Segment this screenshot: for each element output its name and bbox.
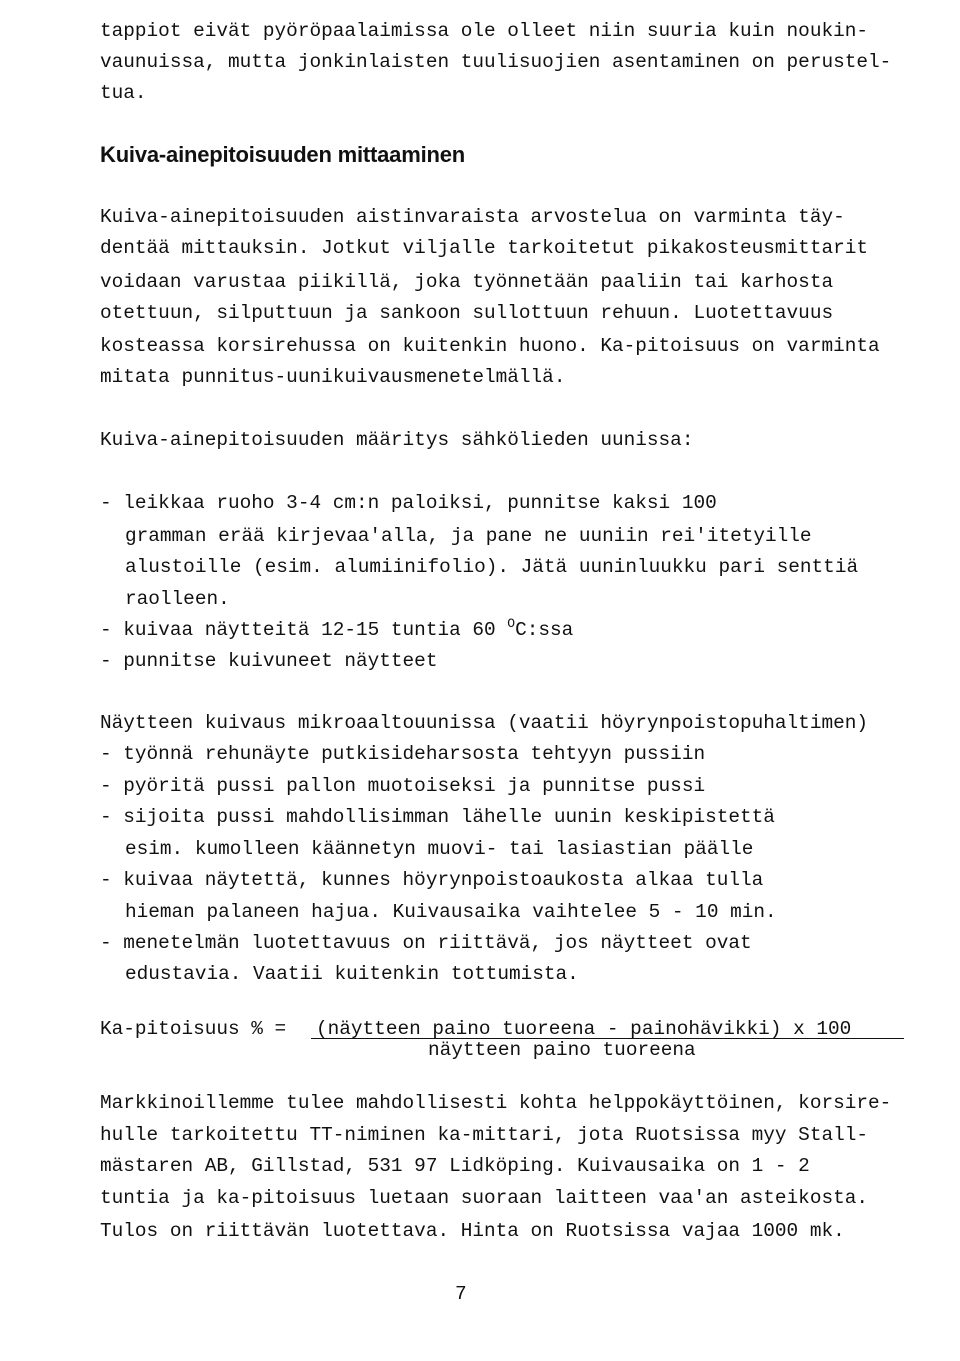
- microwave-line-7: - menetelmän luotettavuus on riittävä, jos näytteet ovat: [100, 932, 752, 954]
- oven-item-1-line-3: alustoille (esim. alumiinifolio). Jätä uuninluukku pari senttiä: [125, 556, 859, 578]
- market-line-2: hulle tarkoitettu TT-niminen ka-mittari, jota Ruotsissa myy Stall-: [100, 1124, 868, 1146]
- page-number: 7: [455, 1283, 467, 1305]
- para1-line-1: Kuiva-ainepitoisuuden aistinvaraista arvostelua on varminta täy-: [100, 206, 845, 228]
- oven-item-2-text: - kuivaa näytteitä 12-15 tuntia 60: [100, 619, 508, 641]
- oven-item-2-unit: C:ssa: [515, 619, 574, 641]
- microwave-line-6: hieman palaneen hajua. Kuivausaika vaihtelee 5 - 10 min.: [125, 901, 777, 923]
- microwave-line-1: - työnnä rehunäyte putkisideharsosta tehtyyn pussiin: [100, 743, 706, 765]
- oven-heading: Kuiva-ainepitoisuuden määritys sähkölieden uunissa:: [100, 429, 694, 451]
- para1-line-2: dentää mittauksin. Jotkut viljalle tarkoitetut pikakosteusmittarit: [100, 237, 868, 259]
- para1-line-5: kosteassa korsirehussa on kuitenkin huono. Ka-pitoisuus on varminta: [100, 335, 880, 357]
- microwave-line-2: - pyöritä pussi pallon muotoiseksi ja punnitse pussi: [100, 775, 706, 797]
- market-line-4: tuntia ja ka-pitoisuus luetaan suoraan laitteen vaa'an asteikosta.: [100, 1187, 868, 1209]
- formula-denominator: näytteen paino tuoreena: [428, 1039, 696, 1061]
- formula-numerator: (näytteen paino tuoreena - painohävikki) x 100: [316, 1018, 852, 1040]
- para1-line-4: otettuun, silputtuun ja sankoon sullottuun rehuun. Luotettavuus: [100, 302, 834, 324]
- microwave-line-4: esim. kumolleen käännetyn muovi- tai lasiastian päälle: [125, 838, 754, 860]
- oven-item-1-line-2: gramman erää kirjevaa'alla, ja pane ne uuniin rei'itetyille: [125, 525, 812, 547]
- microwave-line-5: - kuivaa näytettä, kunnes höyrynpoistoaukosta alkaa tulla: [100, 869, 764, 891]
- para1-line-3: voidaan varustaa piikillä, joka työnnetään paaliin tai karhosta: [100, 271, 834, 293]
- market-line-5: Tulos on riittävän luotettava. Hinta on Ruotsissa vajaa 1000 mk.: [100, 1220, 845, 1242]
- intro-line-2: vaunuissa, mutta jonkinlaisten tuulisuojien asentaminen on perustel-: [100, 51, 892, 73]
- para1-line-6: mitata punnitus-uunikuivausmenetelmällä.: [100, 366, 566, 388]
- oven-item-3: - punnitse kuivuneet näytteet: [100, 650, 438, 672]
- oven-item-2: [100, 616, 574, 643]
- oven-item-1-line-4: raolleen.: [125, 588, 230, 610]
- microwave-line-3: - sijoita pussi mahdollisimman lähelle uunin keskipistettä: [100, 806, 775, 828]
- market-line-1: Markkinoillemme tulee mahdollisesti kohta helppokäyttöinen, korsire-: [100, 1092, 892, 1114]
- oven-item-1-line-1: - leikkaa ruoho 3-4 cm:n paloiksi, punnitse kaksi 100: [100, 492, 717, 514]
- section-title: Kuiva-ainepitoisuuden mittaaminen: [100, 142, 466, 167]
- microwave-line-8: edustavia. Vaatii kuitenkin tottumista.: [125, 963, 579, 985]
- intro-line-3: tua.: [100, 82, 147, 104]
- microwave-heading: Näytteen kuivaus mikroaaltouunissa (vaatii höyrynpoistopuhaltimen): [100, 712, 868, 734]
- intro-line-1: tappiot eivät pyöröpaalaimissa ole olleet niin suuria kuin noukin-: [100, 20, 868, 42]
- formula-lhs: Ka-pitoisuus % =: [100, 1018, 298, 1040]
- market-line-3: mästaren AB, Gillstad, 531 97 Lidköping. Kuivausaika on 1 - 2: [100, 1155, 810, 1177]
- degree-superscript: O: [507, 616, 516, 631]
